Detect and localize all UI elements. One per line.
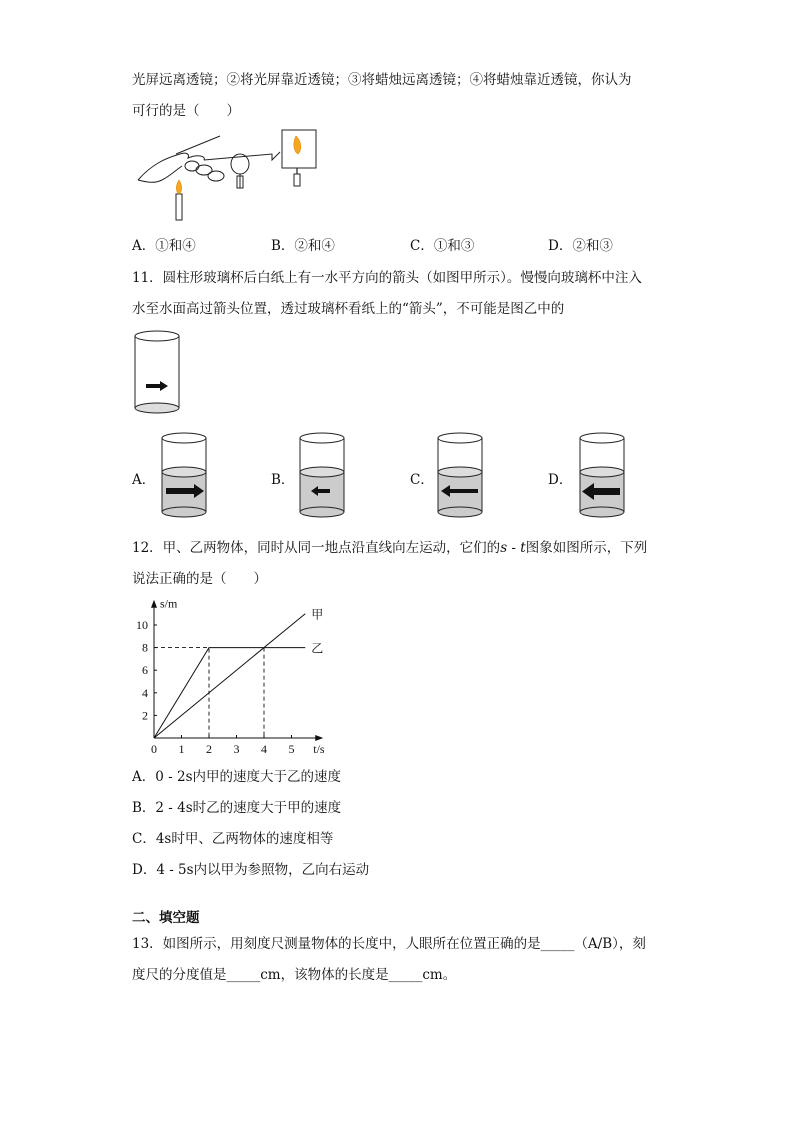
series-line	[154, 648, 305, 738]
x-axis-arrow	[315, 735, 323, 741]
q11-text-line2: 水至水面高过箭头位置，透过玻璃杯看纸上的“箭头”，不可能是图乙中的	[132, 301, 565, 317]
q12-text-a: 12．甲、乙两物体，同时从同一地点沿直线向左运动，它们的	[132, 540, 501, 556]
q10-text-line2: 可行的是（ ）	[132, 103, 240, 119]
x-tick-label: 3	[233, 742, 240, 756]
q10-option-c[interactable]: C．①和③	[410, 238, 475, 254]
q12-text-line2: 说法正确的是（ ）	[132, 571, 267, 587]
q11-option-c-label[interactable]: C．	[410, 472, 434, 488]
q11-option-a-label[interactable]: A．	[132, 472, 156, 488]
q10-option-a[interactable]: A．①和④	[132, 238, 196, 254]
x-axis-label: t/s	[313, 742, 325, 756]
q11-figure-jia	[133, 330, 183, 416]
q10-text-line1: 光屏远离透镜；②将光屏靠近透镜；③将蜡烛远离透镜；④将蜡烛靠近透镜，你认为	[132, 72, 632, 88]
x-tick-label: 4	[261, 742, 267, 756]
q11-option-c-cup[interactable]	[436, 432, 486, 520]
st-chart	[130, 592, 360, 762]
q12-text-c: 图象如图所示，下列	[525, 540, 648, 556]
q10-figure	[132, 124, 332, 224]
q13-text-line1: 13．如图所示，用刻度尺测量物体的长度中，人眼所在位置正确的是_____（A/B），刻	[132, 936, 646, 952]
q11-text-line1: 11．圆柱形玻璃杯后白纸上有一水平方向的箭头（如图甲所示）。慢慢向玻璃杯中注入	[132, 270, 642, 286]
y-tick-label: 4	[142, 685, 148, 700]
x-tick-label: 2	[206, 742, 212, 756]
q11-option-b-label[interactable]: B．	[271, 472, 295, 488]
q12-option-c[interactable]: C．4s时甲、乙两物体的速度相等	[132, 831, 334, 847]
q11-option-a-cup[interactable]	[160, 432, 210, 520]
y-axis-label: s/m	[160, 596, 178, 611]
q11-option-d-cup[interactable]	[578, 432, 628, 520]
q10-option-b[interactable]: B．②和④	[271, 238, 335, 254]
q12-var-s: s	[500, 540, 508, 556]
y-tick-label: 2	[142, 708, 148, 723]
q12-option-a[interactable]: A．0 - 2s内甲的速度大于乙的速度	[132, 769, 341, 785]
q12-text-b: -	[507, 540, 521, 556]
q12-option-b[interactable]: B．2 - 4s时乙的速度大于甲的速度	[132, 800, 342, 816]
q12-var-t: t	[520, 540, 526, 556]
q12-option-d[interactable]: D．4 - 5s内以甲为参照物，乙向右运动	[132, 862, 370, 878]
section-title: 二、填空题	[132, 910, 200, 926]
y-tick-label: 8	[142, 640, 148, 655]
x-tick-label: 5	[288, 742, 295, 756]
series-label: 甲	[311, 607, 324, 622]
series-line	[154, 614, 305, 738]
y-tick-label: 6	[142, 663, 148, 678]
x-tick-label: 0	[151, 742, 157, 756]
q10-option-d[interactable]: D．②和③	[548, 238, 613, 254]
q12-text-line1	[132, 536, 647, 556]
q11-option-b-cup[interactable]	[298, 432, 348, 520]
x-tick-label: 1	[178, 742, 185, 756]
series-label: 乙	[311, 641, 324, 656]
y-axis-arrow	[151, 600, 157, 608]
q13-text-line2: 度尺的分度值是_____cm，该物体的长度是_____cm。	[132, 967, 457, 983]
y-tick-label: 10	[136, 618, 148, 632]
q11-option-d-label[interactable]: D．	[548, 472, 573, 488]
